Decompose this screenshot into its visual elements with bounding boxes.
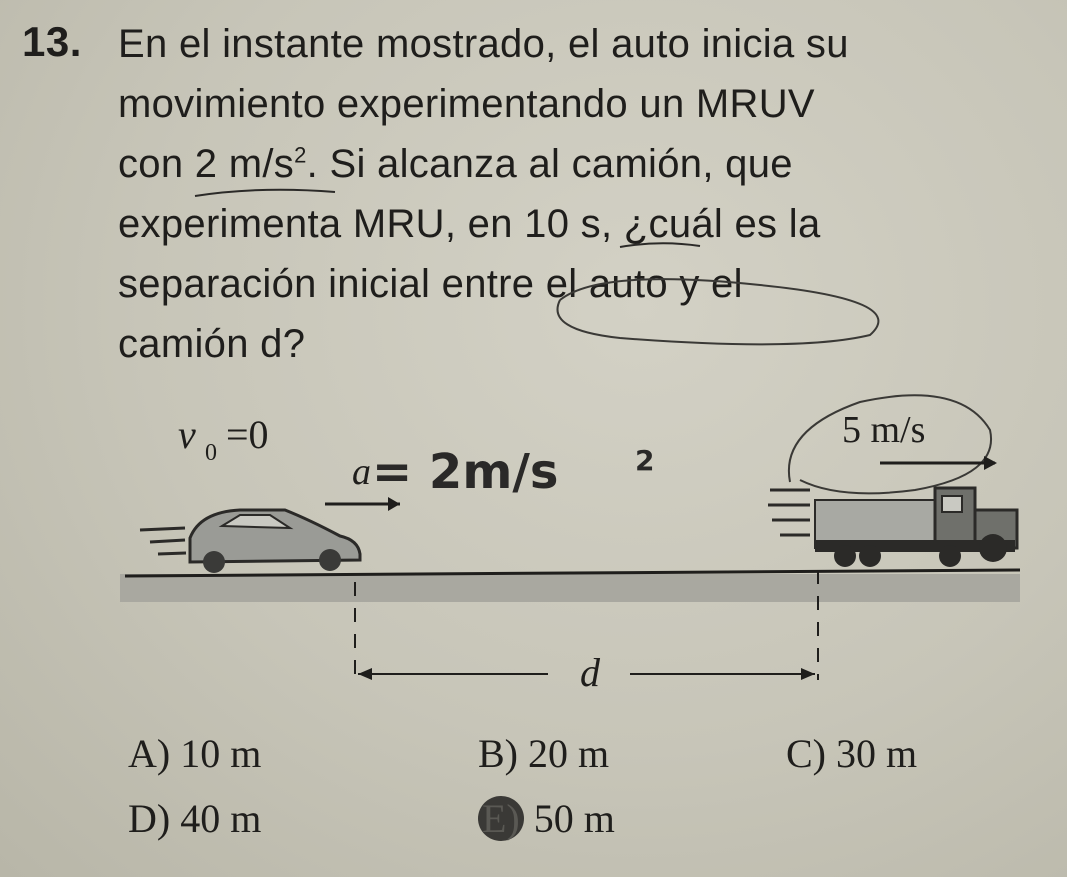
option-e-letter: E) (478, 796, 524, 841)
distance-label: d (580, 650, 600, 695)
motion-diagram (0, 360, 1067, 700)
option-d[interactable] (128, 795, 261, 842)
option-b-letter: B) (478, 731, 518, 776)
question-line-6: camión d? (118, 322, 306, 366)
option-e-value: 50 m (533, 796, 615, 841)
v0-value: =0 (226, 412, 269, 457)
question-line-4: experimenta MRU, en 10 s, ¿cuál es la (118, 202, 821, 246)
question-number: 13. (22, 18, 82, 65)
option-b-value: 20 m (528, 731, 610, 776)
road-band (120, 574, 1020, 602)
option-b[interactable] (478, 730, 609, 777)
option-d-letter: D) (128, 796, 171, 841)
v0-symbol: v (178, 412, 196, 457)
option-a[interactable] (128, 730, 261, 777)
option-a-letter: A) (128, 731, 171, 776)
acceleration-superscript: 2 (294, 142, 307, 168)
option-c-letter: C) (786, 731, 826, 776)
handwritten-acceleration: = 2m/s (372, 444, 559, 500)
question-line-2: movimiento experimentando un MRUV (118, 82, 815, 126)
acceleration-text: con 2 m/s (118, 142, 295, 186)
question-line-3-rest: . Si alcanza al camión, que (306, 142, 793, 186)
question-line-5: separación inicial entre el auto y el (118, 262, 743, 306)
question-line-1: En el instante mostrado, el auto inicia su (118, 22, 849, 66)
option-e[interactable] (478, 795, 615, 842)
handwritten-superscript: 2 (635, 444, 655, 477)
option-a-value: 10 m (180, 731, 262, 776)
acceleration-symbol: a (352, 451, 371, 493)
v0-subscript: 0 (205, 440, 217, 466)
option-d-value: 40 m (180, 796, 262, 841)
pen-annotations (0, 0, 1067, 360)
option-c-value: 30 m (836, 731, 918, 776)
car-icon (140, 510, 360, 573)
truck-speed-label: 5 m/s (842, 409, 926, 451)
truck-icon (768, 488, 1017, 567)
option-c[interactable] (786, 730, 917, 777)
